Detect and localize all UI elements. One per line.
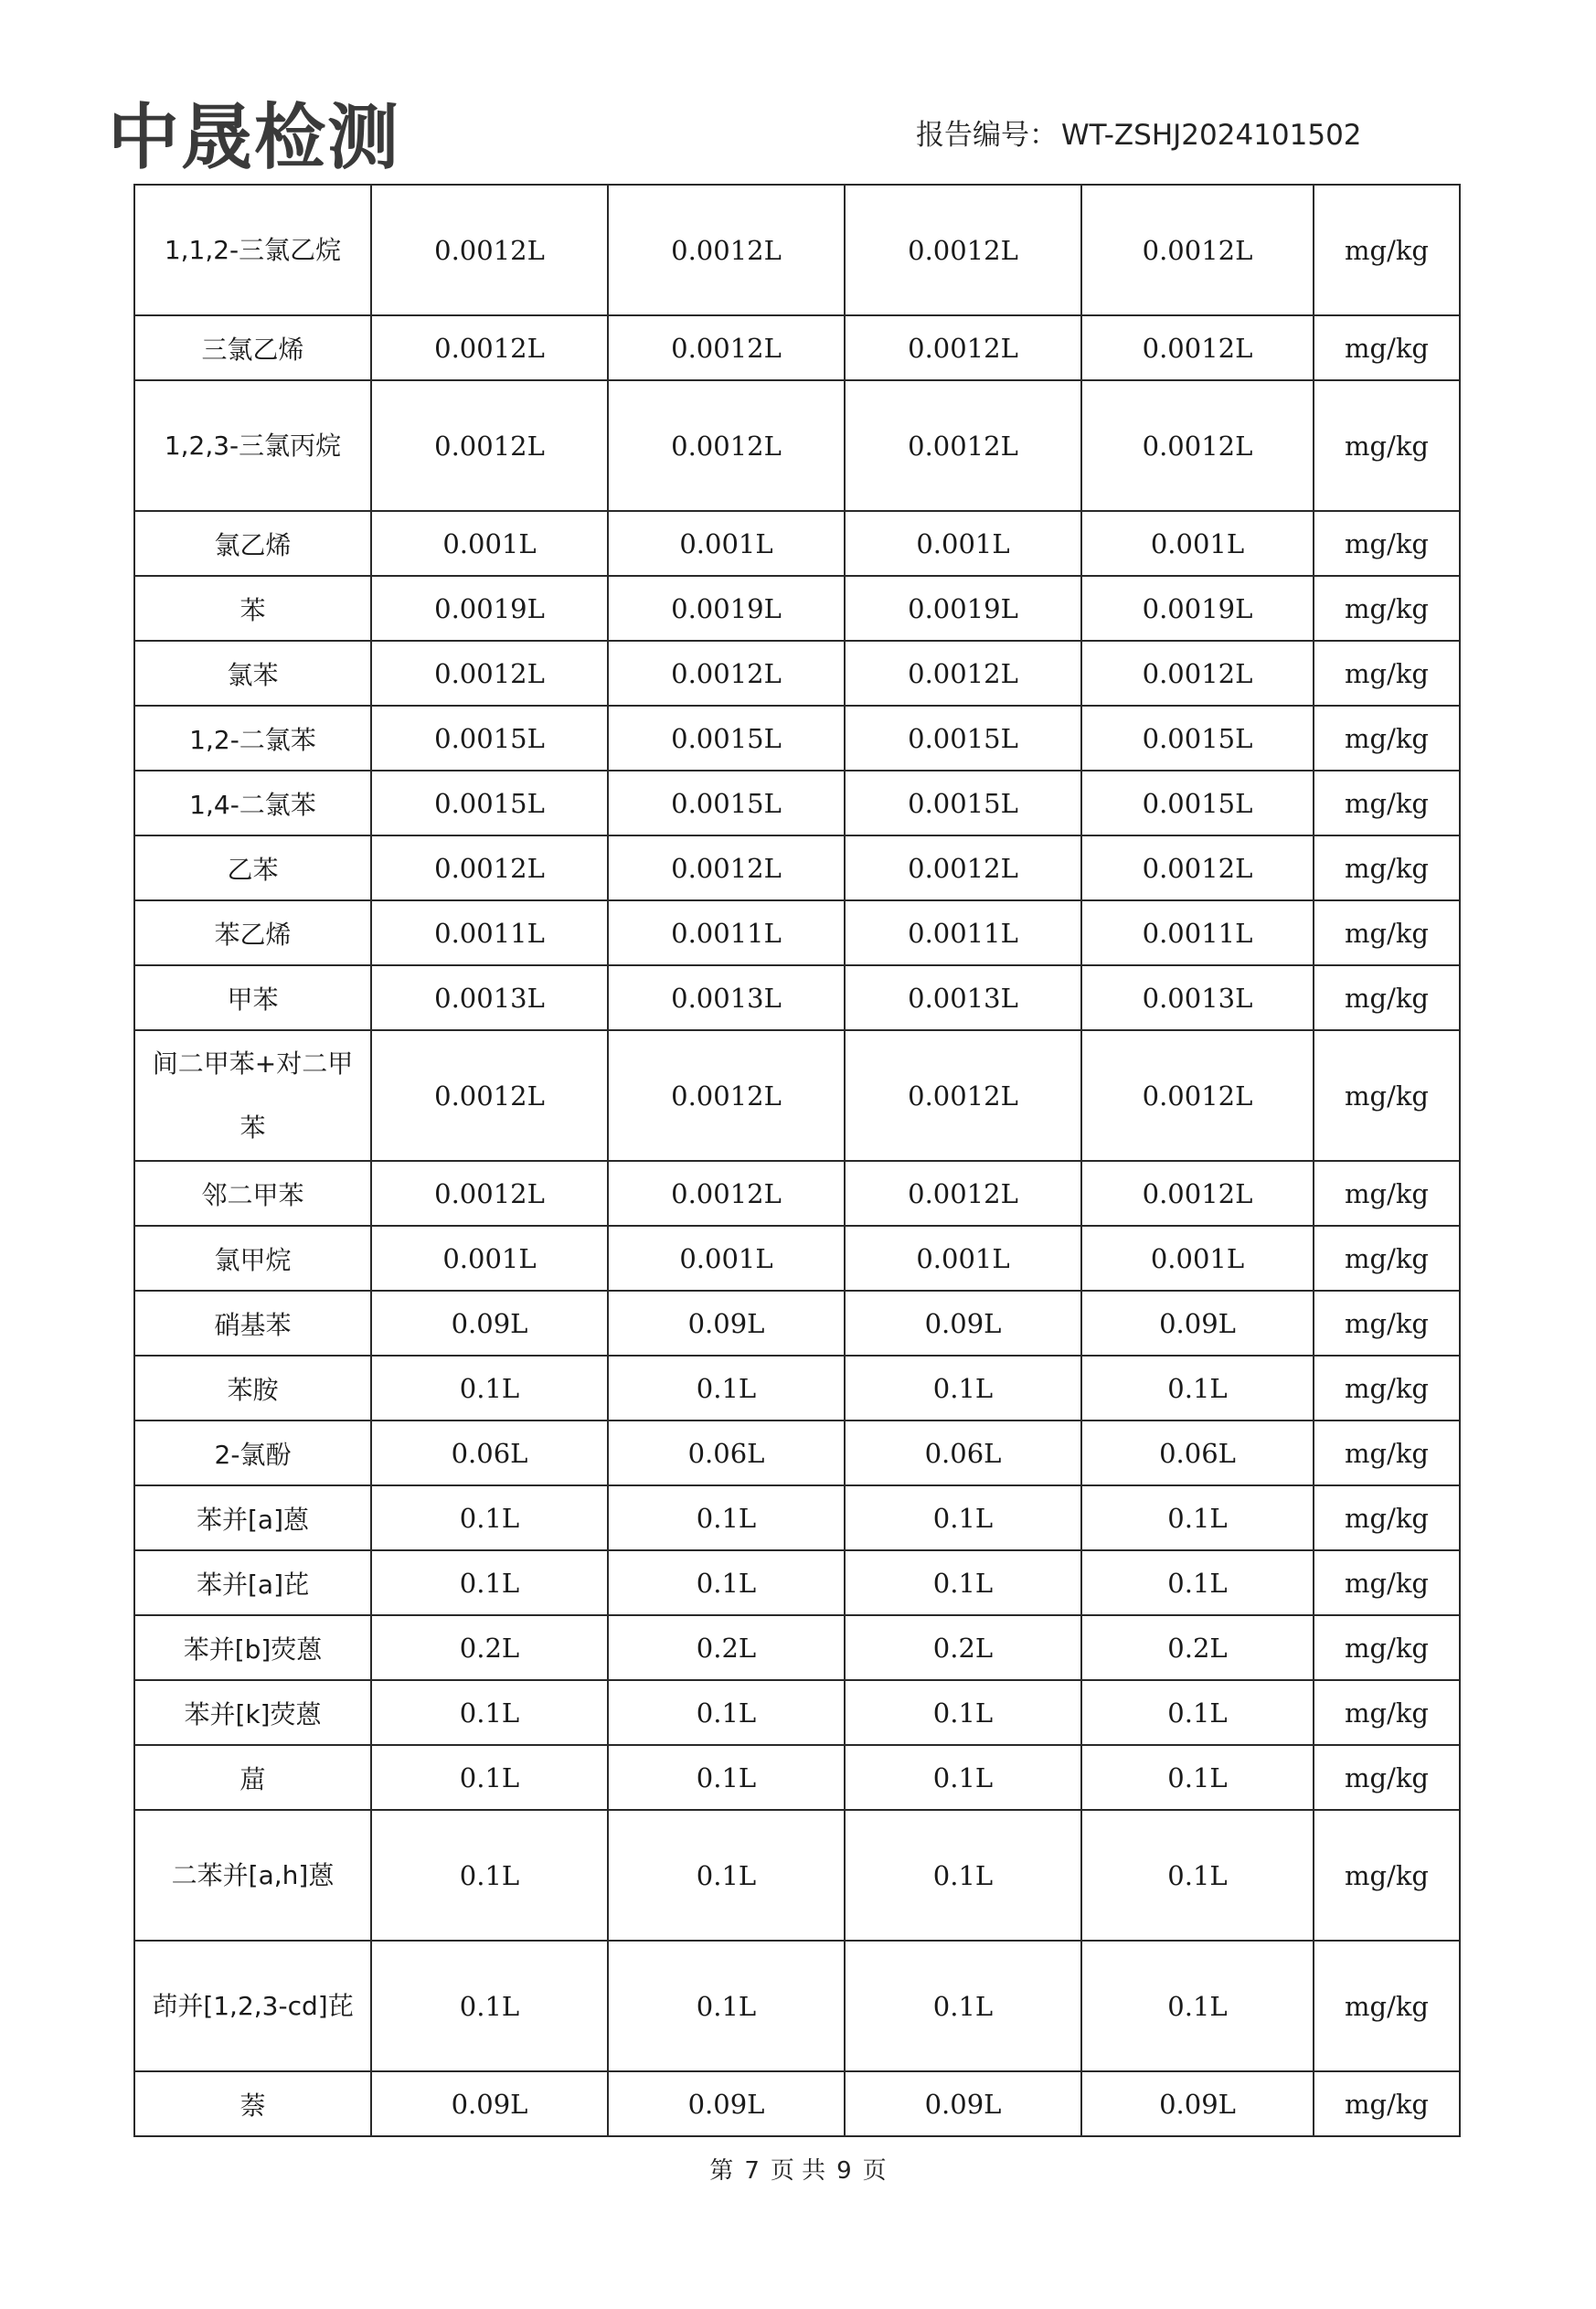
result-value-cell: 0.0012L xyxy=(608,641,845,706)
analyte-name-cell: 苯 xyxy=(134,576,371,641)
table-row xyxy=(134,1745,1460,1810)
unit-cell: mg/kg xyxy=(1314,1356,1460,1421)
result-value-cell: 0.1L xyxy=(845,1941,1081,2071)
unit-cell: mg/kg xyxy=(1314,771,1460,835)
unit-cell: mg/kg xyxy=(1314,185,1460,315)
result-value-cell: 0.0015L xyxy=(845,771,1081,835)
result-value-cell: 0.1L xyxy=(1081,1810,1314,1941)
analyte-name-cell: 甲苯 xyxy=(134,965,371,1030)
result-value-cell: 0.0012L xyxy=(845,380,1081,511)
unit-cell: mg/kg xyxy=(1314,380,1460,511)
result-value-cell: 0.001L xyxy=(371,1226,608,1291)
result-value-cell: 0.0019L xyxy=(1081,576,1314,641)
result-value-cell: 0.001L xyxy=(1081,1226,1314,1291)
table-row xyxy=(134,1291,1460,1356)
result-value-cell: 0.0012L xyxy=(1081,835,1314,900)
analyte-name-cell: 苯并[b]荧蒽 xyxy=(134,1615,371,1680)
table-row xyxy=(134,315,1460,380)
table-row xyxy=(134,1485,1460,1550)
result-value-cell: 0.1L xyxy=(608,1550,845,1615)
analyte-name-cell: 2-氯酚 xyxy=(134,1421,371,1485)
table-row xyxy=(134,1226,1460,1291)
result-value-cell: 0.0012L xyxy=(845,315,1081,380)
analyte-name-cell: 苯并[a]芘 xyxy=(134,1550,371,1615)
result-value-cell: 0.1L xyxy=(608,1485,845,1550)
analyte-name-cell: 氯甲烷 xyxy=(134,1226,371,1291)
result-value-cell: 0.1L xyxy=(608,1941,845,2071)
result-value-cell: 0.1L xyxy=(845,1356,1081,1421)
result-value-cell: 0.0011L xyxy=(371,900,608,965)
result-value-cell: 0.001L xyxy=(608,1226,845,1291)
result-value-cell: 0.0015L xyxy=(371,771,608,835)
result-value-cell: 0.1L xyxy=(845,1680,1081,1745)
result-value-cell: 0.0012L xyxy=(608,185,845,315)
unit-cell: mg/kg xyxy=(1314,1680,1460,1745)
result-value-cell: 0.1L xyxy=(1081,1745,1314,1810)
result-value-cell: 0.0011L xyxy=(1081,900,1314,965)
unit-cell: mg/kg xyxy=(1314,1485,1460,1550)
result-value-cell: 0.0019L xyxy=(845,576,1081,641)
result-value-cell: 0.1L xyxy=(1081,1485,1314,1550)
analyte-name-cell: 三氯乙烯 xyxy=(134,315,371,380)
analyte-name-cell: 间二甲苯+对二甲苯 xyxy=(134,1030,371,1161)
result-value-cell: 0.0012L xyxy=(371,641,608,706)
result-value-cell: 0.1L xyxy=(845,1810,1081,1941)
table-row xyxy=(134,1810,1460,1941)
result-value-cell: 0.1L xyxy=(1081,1356,1314,1421)
table-row xyxy=(134,1941,1460,2071)
result-value-cell: 0.0012L xyxy=(845,1161,1081,1226)
table-row xyxy=(134,2071,1460,2136)
result-value-cell: 0.0012L xyxy=(845,835,1081,900)
unit-cell: mg/kg xyxy=(1314,641,1460,706)
unit-cell: mg/kg xyxy=(1314,900,1460,965)
result-value-cell: 0.1L xyxy=(845,1550,1081,1615)
table-row xyxy=(134,1680,1460,1745)
unit-cell: mg/kg xyxy=(1314,576,1460,641)
unit-cell: mg/kg xyxy=(1314,1226,1460,1291)
unit-cell: mg/kg xyxy=(1314,1161,1460,1226)
analyte-name-cell: 1,1,2-三氯乙烷 xyxy=(134,185,371,315)
result-value-cell: 0.1L xyxy=(1081,1550,1314,1615)
table-row xyxy=(134,641,1460,706)
result-value-cell: 0.0012L xyxy=(845,641,1081,706)
analyte-name-cell: 苯乙烯 xyxy=(134,900,371,965)
unit-cell: mg/kg xyxy=(1314,511,1460,576)
result-value-cell: 0.1L xyxy=(371,1550,608,1615)
result-value-cell: 0.09L xyxy=(845,1291,1081,1356)
analyte-name-cell: 硝基苯 xyxy=(134,1291,371,1356)
result-value-cell: 0.0012L xyxy=(1081,185,1314,315)
table-row xyxy=(134,1550,1460,1615)
table-row xyxy=(134,1161,1460,1226)
result-value-cell: 0.1L xyxy=(371,1941,608,2071)
result-value-cell: 0.0012L xyxy=(845,185,1081,315)
analyte-name-cell: 氯苯 xyxy=(134,641,371,706)
result-value-cell: 0.0012L xyxy=(371,835,608,900)
analyte-name-cell: 二苯并[a,h]蒽 xyxy=(134,1810,371,1941)
result-value-cell: 0.09L xyxy=(608,2071,845,2136)
result-value-cell: 0.0012L xyxy=(371,1030,608,1161)
result-value-cell: 0.001L xyxy=(1081,511,1314,576)
result-value-cell: 0.0012L xyxy=(371,1161,608,1226)
unit-cell: mg/kg xyxy=(1314,706,1460,771)
result-value-cell: 0.0013L xyxy=(371,965,608,1030)
result-value-cell: 0.1L xyxy=(371,1680,608,1745)
results-table xyxy=(133,184,1461,2137)
result-value-cell: 0.0012L xyxy=(608,1030,845,1161)
result-value-cell: 0.1L xyxy=(371,1356,608,1421)
analyte-name-cell: 乙苯 xyxy=(134,835,371,900)
result-value-cell: 0.0015L xyxy=(1081,706,1314,771)
report-number-block xyxy=(916,112,1362,153)
analyte-name-cell: 萘 xyxy=(134,2071,371,2136)
unit-cell: mg/kg xyxy=(1314,1421,1460,1485)
result-value-cell: 0.2L xyxy=(608,1615,845,1680)
unit-cell: mg/kg xyxy=(1314,315,1460,380)
result-value-cell: 0.0012L xyxy=(371,185,608,315)
result-value-cell: 0.0012L xyxy=(608,835,845,900)
result-value-cell: 0.1L xyxy=(1081,1941,1314,2071)
result-value-cell: 0.09L xyxy=(1081,1291,1314,1356)
result-value-cell: 0.06L xyxy=(1081,1421,1314,1485)
result-value-cell: 0.0012L xyxy=(845,1030,1081,1161)
result-value-cell: 0.09L xyxy=(371,1291,608,1356)
company-logo: 中晟检测 xyxy=(108,97,401,179)
result-value-cell: 0.1L xyxy=(608,1810,845,1941)
page-current: 7 xyxy=(744,2157,760,2185)
unit-cell: mg/kg xyxy=(1314,1745,1460,1810)
result-value-cell: 0.0013L xyxy=(1081,965,1314,1030)
analyte-name-cell: 1,2,3-三氯丙烷 xyxy=(134,380,371,511)
result-value-cell: 0.0013L xyxy=(608,965,845,1030)
page-suffix: 页 xyxy=(862,2157,887,2185)
result-value-cell: 0.001L xyxy=(371,511,608,576)
page-prefix: 第 xyxy=(709,2157,734,2185)
unit-cell: mg/kg xyxy=(1314,1941,1460,2071)
analyte-name-cell: 苯胺 xyxy=(134,1356,371,1421)
unit-cell: mg/kg xyxy=(1314,1550,1460,1615)
result-value-cell: 0.0019L xyxy=(608,576,845,641)
results-table-body xyxy=(134,185,1460,2136)
result-value-cell: 0.0012L xyxy=(371,315,608,380)
result-value-cell: 0.1L xyxy=(371,1485,608,1550)
analyte-name-cell: 1,4-二氯苯 xyxy=(134,771,371,835)
result-value-cell: 0.2L xyxy=(845,1615,1081,1680)
result-value-cell: 0.0015L xyxy=(608,706,845,771)
result-value-cell: 0.0012L xyxy=(1081,1161,1314,1226)
result-value-cell: 0.001L xyxy=(845,511,1081,576)
table-row xyxy=(134,576,1460,641)
result-value-cell: 0.0015L xyxy=(1081,771,1314,835)
result-value-cell: 0.09L xyxy=(1081,2071,1314,2136)
result-value-cell: 0.1L xyxy=(845,1485,1081,1550)
result-value-cell: 0.06L xyxy=(608,1421,845,1485)
result-value-cell: 0.1L xyxy=(845,1745,1081,1810)
table-row xyxy=(134,965,1460,1030)
page-total: 9 xyxy=(836,2157,852,2185)
result-value-cell: 0.0012L xyxy=(1081,380,1314,511)
table-row xyxy=(134,771,1460,835)
result-value-cell: 0.1L xyxy=(608,1680,845,1745)
unit-cell: mg/kg xyxy=(1314,1291,1460,1356)
result-value-cell: 0.1L xyxy=(608,1356,845,1421)
table-row xyxy=(134,1421,1460,1485)
result-value-cell: 0.1L xyxy=(608,1745,845,1810)
result-value-cell: 0.0011L xyxy=(845,900,1081,965)
unit-cell: mg/kg xyxy=(1314,965,1460,1030)
result-value-cell: 0.09L xyxy=(608,1291,845,1356)
unit-cell: mg/kg xyxy=(1314,1030,1460,1161)
result-value-cell: 0.2L xyxy=(1081,1615,1314,1680)
result-value-cell: 0.0015L xyxy=(608,771,845,835)
result-value-cell: 0.0012L xyxy=(1081,641,1314,706)
result-value-cell: 0.0012L xyxy=(608,380,845,511)
analyte-name-cell: 䓛 xyxy=(134,1745,371,1810)
result-value-cell: 0.2L xyxy=(371,1615,608,1680)
report-number-value: WT-ZSHJ2024101502 xyxy=(1061,119,1362,152)
result-value-cell: 0.0015L xyxy=(845,706,1081,771)
table-row xyxy=(134,1615,1460,1680)
result-value-cell: 0.09L xyxy=(371,2071,608,2136)
page-footer xyxy=(0,2152,1596,2186)
table-row xyxy=(134,1030,1460,1161)
result-value-cell: 0.09L xyxy=(845,2071,1081,2136)
result-value-cell: 0.0013L xyxy=(845,965,1081,1030)
result-value-cell: 0.1L xyxy=(1081,1680,1314,1745)
result-value-cell: 0.0019L xyxy=(371,576,608,641)
unit-cell: mg/kg xyxy=(1314,835,1460,900)
result-value-cell: 0.001L xyxy=(608,511,845,576)
analyte-name-cell: 苯并[a]蒽 xyxy=(134,1485,371,1550)
analyte-name-cell: 苯并[k]荧蒽 xyxy=(134,1680,371,1745)
result-value-cell: 0.001L xyxy=(845,1226,1081,1291)
table-row xyxy=(134,185,1460,315)
table-row xyxy=(134,706,1460,771)
table-row xyxy=(134,380,1460,511)
result-value-cell: 0.06L xyxy=(371,1421,608,1485)
result-value-cell: 0.1L xyxy=(371,1810,608,1941)
result-value-cell: 0.0012L xyxy=(608,1161,845,1226)
analyte-name-cell: 1,2-二氯苯 xyxy=(134,706,371,771)
analyte-name-cell: 氯乙烯 xyxy=(134,511,371,576)
unit-cell: mg/kg xyxy=(1314,1810,1460,1941)
unit-cell: mg/kg xyxy=(1314,2071,1460,2136)
table-row xyxy=(134,1356,1460,1421)
analyte-name-cell: 茚并[1,2,3-cd]芘 xyxy=(134,1941,371,2071)
table-row xyxy=(134,835,1460,900)
result-value-cell: 0.1L xyxy=(371,1745,608,1810)
result-value-cell: 0.0012L xyxy=(1081,1030,1314,1161)
table-row xyxy=(134,511,1460,576)
result-value-cell: 0.06L xyxy=(845,1421,1081,1485)
unit-cell: mg/kg xyxy=(1314,1615,1460,1680)
result-value-cell: 0.0011L xyxy=(608,900,845,965)
result-value-cell: 0.0012L xyxy=(608,315,845,380)
result-value-cell: 0.0015L xyxy=(371,706,608,771)
result-value-cell: 0.0012L xyxy=(1081,315,1314,380)
result-value-cell: 0.0012L xyxy=(371,380,608,511)
table-row xyxy=(134,900,1460,965)
report-number-label: 报告编号： xyxy=(916,119,1058,152)
analyte-name-cell: 邻二甲苯 xyxy=(134,1161,371,1226)
page-mid: 页 共 xyxy=(770,2157,826,2185)
